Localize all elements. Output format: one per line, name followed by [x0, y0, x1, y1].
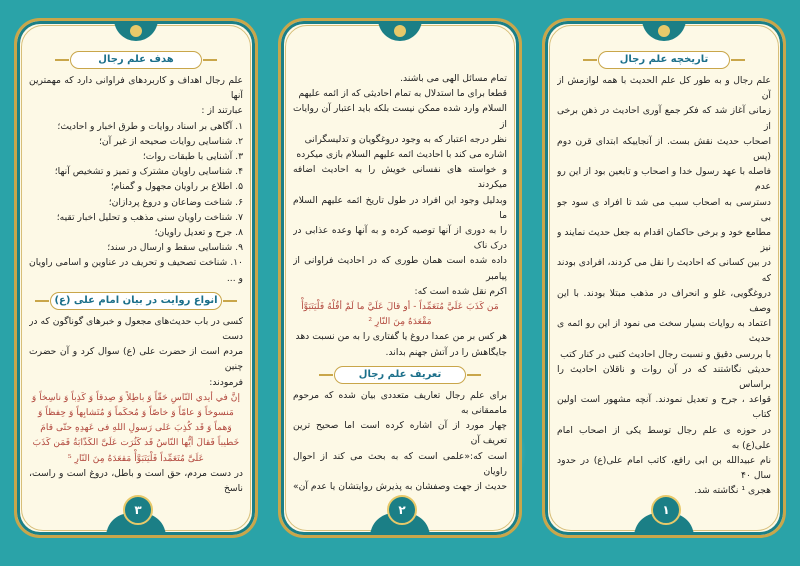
page-number: ۳: [123, 495, 153, 525]
text-line: و خواسته های نفسانی خویش را به احادیث اضافه میکردند: [293, 164, 507, 191]
text-line: در دست مردم، حق است و باطل، دروغ است و راست، ناسخ: [29, 467, 243, 495]
text-line: با بررسی دقیق و نسبت رجال احادیث کتبی در کنار کتب: [560, 348, 771, 360]
text-line: دروغگویی، غلو و انحراف در مذهب مبتلا بودند. با این وصف: [557, 287, 771, 315]
text-line: نام عبیدالله بن ابی رافع، کاتب امام علی(ع) در حدود سال ۴۰: [557, 455, 771, 482]
text-line: نظر درجه اعتبار که به وجود دروغگویان و تدلیسگرانی: [304, 133, 507, 145]
text-line: کسی در باب حدیث‌های مجعول و خبرهای گوناگون که در دست: [29, 315, 243, 343]
text-line: قطعا برای ما استدلال به تمام احادیثی که از ائمه علیهم: [298, 88, 507, 100]
top-ornament: [114, 19, 158, 41]
text-line: علم رجال و به طور کل علم الحدیث با همه لوازمش از آن: [557, 75, 771, 102]
panel-right: [542, 18, 786, 538]
text-line: جایگاهش را در آتش جهنم بداند.: [385, 346, 507, 358]
text-line: مطامع خود و برخی حاکمان اقدام به جعل حدیث نمایند و نیز: [557, 227, 771, 254]
top-ornament: [642, 19, 686, 41]
list-item: ۱۰. شناخت تصحیف و تحریف در عناوین و اسامی راویان و ...: [29, 257, 243, 284]
list-item: ۸. جرح و تعدیل راویان؛: [154, 227, 243, 239]
page-number: ۲: [387, 495, 417, 525]
text-line: هر کس بر من عمدا دروغ یا گفتاری را به من نسبت دهد: [295, 331, 507, 343]
text-line: فرمودند:: [209, 376, 243, 388]
text-line: علم رجال اهداف و کاربردهای فراوانی دارد که مهمترین آنها: [29, 75, 243, 102]
panel-middle: [278, 18, 522, 538]
list-item: ۶. شناخت وضاعان و دروغ پردازان؛: [108, 196, 243, 208]
text-line: اصحاب حدیث نقش بست. از آنجاییکه ابتدای قرن دوم (پس: [557, 135, 771, 163]
text-line: وبدلیل وجود این افراد در طول تاریخ ائمه علیهم السلام ما: [293, 194, 507, 221]
panel-left: [14, 18, 258, 538]
text-line: قواعد ، جرح و تعدیل نمودند. آنچه مشهور است اولین کتاب: [557, 394, 771, 421]
text-line: السلام وارد شده ممکن نیست بلکه باید اعتبار آن روایات از: [293, 103, 507, 130]
top-ornament: [378, 19, 422, 41]
text-line: در حوزه ی علم رجال توسط یکی از اصحاب امام علی(ع) به: [557, 424, 771, 451]
list-item: ۷. شناخت راویان سنی مذهب و تحلیل اخبار تقیه؛: [56, 211, 243, 223]
heading-definition: تعریف علم رجال: [334, 366, 466, 384]
text-line: برای علم رجال تعاریف متعددی بیان شده که مرحوم ماممقانی به: [293, 389, 507, 417]
text-line: زمانی آغاز شد که فکر جمع آوری احادیث در ذهن برخی از: [557, 105, 771, 132]
panel-middle-content: [293, 71, 507, 497]
text-line: اعتماد به روایات بسیار سخت می نمود از این رو ائمه ی حدیث: [557, 318, 771, 345]
text-line: چهار مورد از آن اشاره کرده است اما صحیح ترین تعریف آن: [293, 420, 507, 447]
list-item: ۵. اطلاع بر راویان مجهول و گمنام؛: [110, 181, 243, 193]
panel-right-content: [557, 51, 771, 497]
list-item: ۹. شناسایی سقط و ارسال در سند؛: [107, 242, 243, 254]
text-line: اکرم نقل شده است که:: [414, 285, 507, 297]
list-item: ۴. شناسایی راویان مشترک و تمیز و تشخیص آنها؛: [54, 166, 243, 178]
panel-left-content: [29, 51, 243, 497]
text-line: هجری ¹ نگاشته شد.: [694, 485, 771, 497]
text-line: مردم است از حضرت علی (ع) سوال کرد و آن حضرت چنین: [29, 346, 243, 373]
heading-goal: هدف علم رجال: [70, 51, 202, 69]
list-item: ۲. شناسایی روایات صحیحه از غیر آن؛: [98, 135, 243, 147]
text-line: حدیثی نگاشتند که در آن روات و ناقلان احادیث را براساس: [557, 363, 771, 391]
text-line: دسترسی به اصحاب سبب می شد تا افراد ی سود جو بی: [557, 196, 771, 223]
text-line: است که:«علمی است که به بحث می کند از احوال راویان: [293, 450, 507, 477]
text-line: تمام مسائل الهی می باشند.: [400, 73, 507, 84]
arabic-hadith: إنَّ في أيدي النّاسِ حَقّاً وَ باطِلاً وَ صِدقاً وَ كَذِباً وَ ناسِخاً وَ مَنسوخاً وَ عامّاً وَ خاصّاً وَ مُحكَماً وَ مُتَشابِهاً وَ حِفظاً وَ وَهماً وَ قَد كُذِبَ عَلى رَسولِ اللهِ فی عَهدِهِ حتّی قامَ خَطیباً فَقالَ أیُّها النّاسُ قَد کَثُرَت عَلَیَّ الکَذّابَةُ فَمَن کَذَبَ عَلَیَّ مُتَعَمِّداً فَلْیَتَبَوَّأْ مَقعَدَهُ مِنَ النّارِ ⁵: [31, 391, 241, 464]
text-line: اشاره می کند با احادیث ائمه علیهم السلام بازی میکرده: [296, 149, 507, 161]
list-item: ۱. آگاهی بر اسناد روایات و طرق اخبار و احادیث؛: [57, 120, 243, 132]
text-line: حدیث از جهت وصفشان به پذیرش روایتشان یا عدم آن»: [293, 481, 507, 493]
text-line: را به دوری از آنها توصیه کرده و به آنها وعده عذابی در درک ناک: [293, 225, 507, 252]
text-line: در بین کسانی که احادیث را نقل می کردند، افرادی بودند که: [557, 257, 771, 284]
text-line: فاصله با عهد رسول خدا و اصحاب و تابعین بود از این رو عدم: [557, 166, 771, 193]
arabic-hadith: مَن كَذَبَ عَلَيَّ مُتَعَمِّداً - أو قالَ عَلَيَّ ما لَمْ أقُلْهُ فَلْيَتَبَوَّأْ مَقْعَدَهُ مِنَ النّارِ ²: [301, 301, 499, 328]
page-number: ۱: [651, 495, 681, 525]
heading-history: تاریخچه علم رجال: [598, 51, 730, 69]
list-item: ۳. آشنایی با طبقات روات؛: [142, 151, 243, 163]
text-line: عبارتند از :: [201, 105, 243, 117]
text-line: داده شده است همان طوری که در احادیث فراوانی از پیامبر: [293, 255, 507, 282]
heading-narration-types: انواع روایت در بیان امام علی (ع): [50, 292, 222, 310]
